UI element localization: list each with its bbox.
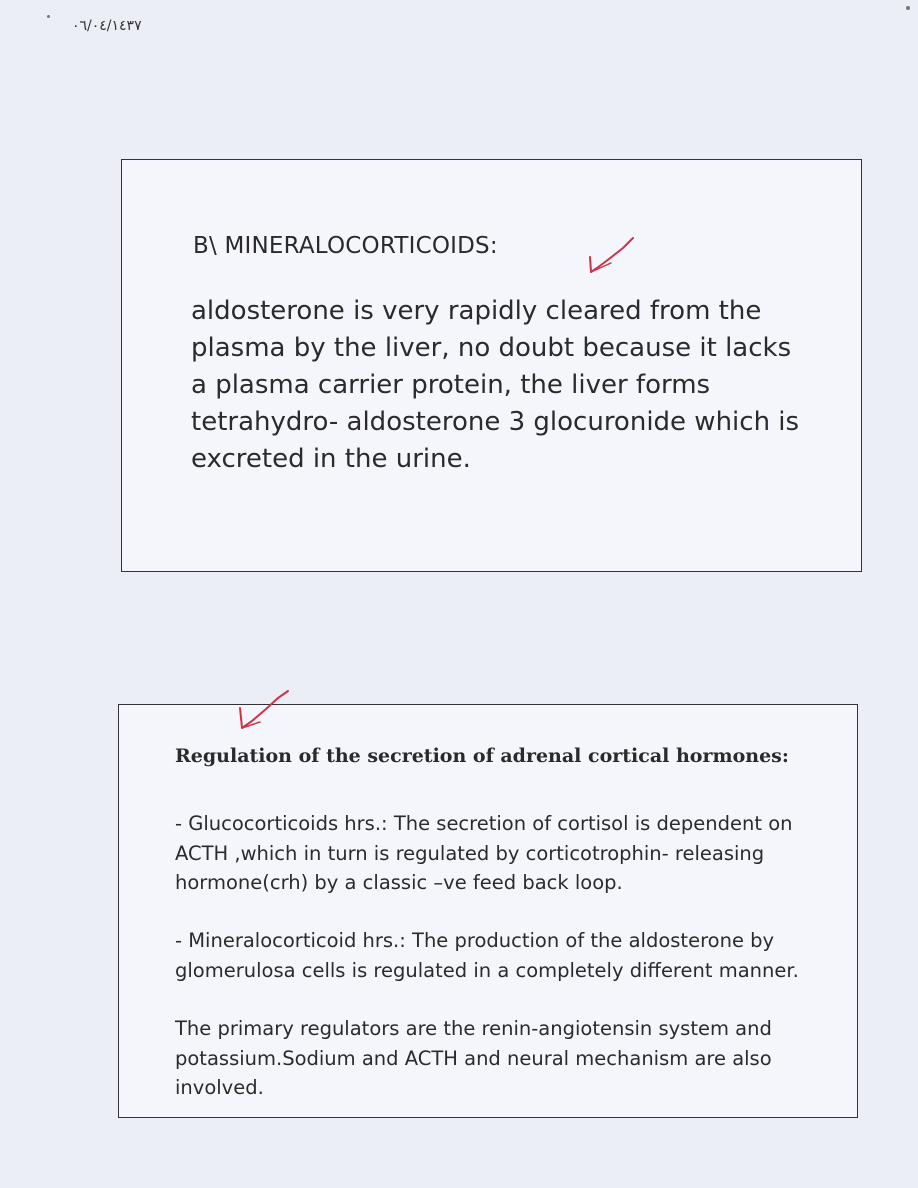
slide-mineralocorticoids: [121, 159, 862, 572]
mineralocorticoid-paragraph: - Mineralocorticoid hrs.: The production of the aldosterone by glomerulosa cells is regulated in a completely different manner.: [175, 929, 799, 982]
slide-regulation: [118, 704, 858, 1118]
slide-heading: B\ MINERALOCORTICOIDS:: [193, 233, 498, 259]
scan-speck: [47, 15, 50, 18]
slide-heading: Regulation of the secretion of adrenal cortical hormones:: [175, 745, 789, 767]
slide-body-text: aldosterone is very rapidly cleared from the plasma by the liver, no doubt because it lacks a plasma carrier protein, the liver forms tetrahydro- aldosterone 3 glocuronide which is excreted in the urine.: [191, 296, 800, 474]
checkmark-icon: [236, 688, 292, 736]
primary-regulators-paragraph: The primary regulators are the renin-angiotensin system and potassium.Sodium and ACTH and neural mechanism are also involved.: [175, 1017, 772, 1099]
checkmark-icon: [585, 235, 637, 277]
page-date: ٠٦/٠٤/١٤٣٧: [72, 18, 142, 34]
scan-speck: [906, 6, 910, 10]
glucocorticoids-paragraph: - Glucocorticoids hrs.: The secretion of cortisol is dependent on ACTH ,which in turn is regulated by corticotrophin- releasing hormone(crh) by a classic –ve feed back loop.: [175, 812, 793, 894]
